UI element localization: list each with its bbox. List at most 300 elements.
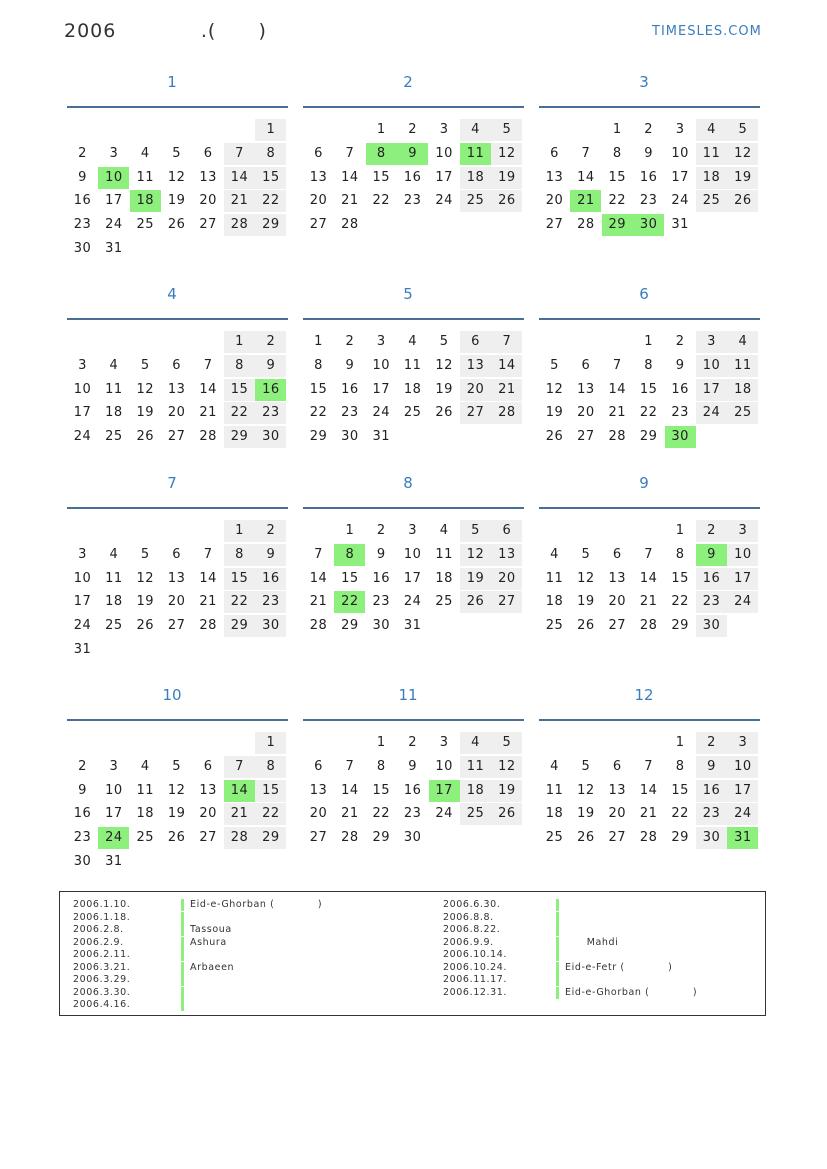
day-cell: 25	[460, 190, 491, 212]
day-cell: 11	[696, 143, 727, 165]
day-cell: 23	[696, 803, 727, 825]
month-divider	[67, 318, 288, 320]
day-cell: 17	[403, 570, 422, 586]
holiday-marker	[181, 924, 184, 936]
day-cell: 13	[608, 570, 627, 586]
day-cell: 8	[376, 758, 386, 774]
day-cell: 11	[105, 381, 123, 397]
day-cell: 22	[224, 591, 255, 613]
month-title: 6	[639, 285, 649, 303]
day-cell: 25	[136, 217, 155, 233]
day-cell: 21	[199, 405, 217, 421]
day-cell: 9	[675, 357, 685, 373]
day-cell: 28	[341, 217, 359, 233]
month-divider	[67, 106, 288, 108]
day-cell: 4	[109, 546, 119, 562]
day-cell: 16	[639, 169, 658, 185]
day-cell: 4	[460, 732, 491, 754]
day-cell: 18	[435, 570, 453, 586]
page-title: 2006 .( )	[64, 20, 267, 42]
day-cell: 10	[403, 546, 422, 562]
day-cell: 7	[203, 357, 213, 373]
day-cell: 26	[167, 217, 186, 233]
day-cell: 15	[671, 570, 689, 586]
day-cell: 18	[460, 780, 491, 802]
day-cell: 20	[608, 806, 627, 822]
day-cell: 8	[334, 544, 365, 566]
day-cell: 10	[105, 782, 123, 798]
day-cell: 17	[105, 806, 123, 822]
day-cell: 9	[696, 544, 727, 566]
day-cell: 14	[199, 381, 217, 397]
day-cell: 16	[255, 379, 286, 401]
day-cell: 28	[199, 618, 217, 634]
holiday-date: 2006.3.29.	[73, 974, 131, 985]
day-cell: 19	[460, 568, 491, 590]
day-cell: 3	[439, 122, 449, 137]
day-cell: 2	[675, 334, 685, 349]
day-cell: 2	[78, 758, 87, 774]
day-cell: 9	[408, 758, 418, 774]
day-cell: 26	[491, 190, 522, 212]
day-cell: 20	[577, 405, 595, 421]
day-cell: 29	[224, 426, 255, 448]
day-cell: 1	[644, 334, 654, 349]
day-cell: 14	[491, 355, 522, 377]
day-cell: 6	[172, 357, 182, 373]
day-cell: 3	[109, 758, 119, 774]
holiday-list	[59, 891, 766, 1016]
day-cell: 24	[727, 591, 758, 613]
day-cell: 24	[727, 803, 758, 825]
day-cell: 25	[460, 803, 491, 825]
day-cell: 21	[341, 806, 359, 822]
day-cell: 26	[167, 830, 186, 846]
day-cell: 10	[671, 145, 689, 161]
day-cell: 14	[309, 570, 328, 586]
day-cell: 2	[644, 122, 654, 137]
day-cell: 23	[403, 806, 422, 822]
day-cell: 14	[608, 381, 627, 397]
day-cell: 26	[491, 803, 522, 825]
day-cell: 18	[403, 381, 422, 397]
day-cell: 7	[491, 331, 522, 353]
day-cell: 25	[545, 618, 564, 634]
month-title: 1	[167, 73, 177, 91]
day-cell: 13	[460, 355, 491, 377]
day-cell: 12	[491, 143, 522, 165]
holiday-name: Eid-e-Fetr ( )	[565, 961, 673, 973]
holiday-marker	[556, 974, 559, 986]
day-cell: 6	[314, 758, 323, 774]
day-cell: 1	[255, 732, 286, 754]
day-cell: 26	[545, 429, 564, 445]
day-cell: 24	[372, 405, 391, 421]
day-cell: 2	[255, 520, 286, 542]
day-cell: 9	[644, 145, 654, 161]
day-cell: 27	[167, 618, 186, 634]
day-cell: 8	[255, 143, 286, 165]
day-cell: 28	[577, 217, 595, 233]
day-cell: 8	[366, 143, 397, 165]
day-cell: 21	[639, 806, 658, 822]
day-cell: 20	[167, 594, 186, 610]
day-cell: 15	[372, 782, 391, 798]
day-cell: 10	[727, 544, 758, 566]
day-cell: 31	[403, 618, 422, 634]
day-cell: 23	[255, 591, 286, 613]
day-cell: 17	[429, 780, 460, 802]
day-cell: 12	[577, 782, 595, 798]
day-cell: 18	[545, 806, 564, 822]
day-cell: 1	[675, 735, 685, 750]
day-cell: 28	[309, 618, 328, 634]
day-cell: 28	[639, 830, 658, 846]
day-cell: 19	[435, 381, 453, 397]
day-cell: 7	[644, 758, 654, 774]
day-cell: 1	[314, 334, 323, 349]
day-cell: 10	[696, 355, 727, 377]
holiday-name: Mahdi	[565, 936, 619, 948]
day-cell: 30	[696, 615, 727, 637]
day-cell: 22	[671, 806, 689, 822]
day-cell: 1	[255, 119, 286, 141]
holiday-marker	[181, 949, 184, 961]
month-title: 10	[162, 686, 182, 704]
day-cell: 10	[435, 758, 453, 774]
day-cell: 11	[136, 782, 155, 798]
day-cell: 28	[341, 830, 359, 846]
day-cell: 16	[255, 568, 286, 590]
month-title: 8	[403, 474, 413, 492]
day-cell: 4	[140, 145, 150, 161]
day-cell: 3	[376, 334, 386, 349]
day-cell: 6	[581, 357, 591, 373]
day-cell: 23	[671, 405, 689, 421]
day-cell: 2	[408, 122, 418, 137]
day-cell: 22	[608, 193, 627, 209]
day-cell: 31	[105, 854, 123, 869]
day-cell: 6	[612, 758, 622, 774]
day-cell: 22	[334, 591, 365, 613]
day-cell: 22	[372, 806, 391, 822]
day-cell: 16	[341, 381, 359, 397]
day-cell: 5	[491, 119, 522, 141]
day-cell: 19	[491, 780, 522, 802]
day-cell: 15	[372, 169, 391, 185]
day-cell: 25	[136, 830, 155, 846]
day-cell: 11	[105, 570, 123, 586]
month-divider	[539, 106, 760, 108]
day-cell: 18	[696, 167, 727, 189]
day-cell: 7	[224, 756, 255, 778]
day-cell: 21	[570, 190, 601, 212]
holiday-date: 2006.2.8.	[73, 924, 124, 935]
day-cell: 8	[644, 357, 654, 373]
day-cell: 10	[435, 145, 453, 161]
holiday-marker	[181, 987, 184, 999]
holiday-marker	[181, 962, 184, 974]
month-divider	[539, 318, 760, 320]
day-cell: 16	[696, 780, 727, 802]
holiday-marker	[181, 899, 184, 911]
month-title: 9	[639, 474, 649, 492]
day-cell: 29	[602, 214, 633, 236]
day-cell: 8	[612, 145, 622, 161]
month-title: 12	[634, 686, 654, 704]
day-cell: 26	[460, 591, 491, 613]
day-cell: 13	[309, 782, 328, 798]
month-title: 3	[639, 73, 649, 91]
day-cell: 4	[550, 758, 559, 774]
month-title: 4	[167, 285, 177, 303]
day-cell: 7	[644, 546, 654, 562]
day-cell: 27	[491, 591, 522, 613]
day-cell: 5	[581, 758, 591, 774]
day-cell: 12	[545, 381, 564, 397]
day-cell: 17	[727, 568, 758, 590]
day-cell: 12	[727, 143, 758, 165]
day-cell: 2	[696, 732, 727, 754]
day-cell: 16	[403, 782, 422, 798]
day-cell: 5	[460, 520, 491, 542]
day-cell: 26	[435, 405, 453, 421]
day-cell: 19	[491, 167, 522, 189]
day-cell: 30	[403, 830, 422, 846]
day-cell: 22	[372, 193, 391, 209]
day-cell: 22	[255, 190, 286, 212]
day-cell: 23	[372, 594, 391, 610]
day-cell: 30	[73, 241, 92, 256]
day-cell: 7	[612, 357, 622, 373]
holiday-date: 2006.10.14.	[443, 949, 508, 960]
day-cell: 12	[435, 357, 453, 373]
day-cell: 19	[136, 405, 155, 421]
day-cell: 9	[78, 782, 87, 798]
day-cell: 3	[78, 546, 87, 562]
day-cell: 8	[675, 546, 685, 562]
day-cell: 29	[255, 827, 286, 849]
month-divider	[303, 719, 524, 721]
day-cell: 22	[639, 405, 658, 421]
day-cell: 2	[376, 523, 386, 538]
day-cell: 23	[73, 830, 92, 846]
holiday-name: Arbaeen	[190, 961, 235, 973]
day-cell: 26	[136, 618, 155, 634]
day-cell: 21	[224, 190, 255, 212]
holiday-marker	[556, 899, 559, 911]
day-cell: 28	[199, 429, 217, 445]
day-cell: 23	[255, 402, 286, 424]
day-cell: 16	[403, 169, 422, 185]
day-cell: 11	[460, 143, 491, 165]
day-cell: 7	[203, 546, 213, 562]
day-cell: 17	[105, 193, 123, 209]
day-cell: 25	[403, 405, 422, 421]
holiday-name: Tassoua	[190, 924, 232, 935]
day-cell: 30	[255, 615, 286, 637]
day-cell: 4	[140, 758, 150, 774]
day-cell: 16	[73, 806, 92, 822]
day-cell: 19	[577, 806, 595, 822]
day-cell: 21	[491, 379, 522, 401]
day-cell: 31	[671, 217, 689, 233]
holiday-marker	[181, 974, 184, 986]
day-cell: 2	[345, 334, 355, 349]
day-cell: 24	[98, 827, 129, 849]
holiday-marker	[556, 962, 559, 974]
day-cell: 18	[136, 806, 155, 822]
day-cell: 11	[136, 169, 155, 185]
day-cell: 17	[372, 381, 391, 397]
holiday-date: 2006.3.21.	[73, 961, 131, 973]
day-cell: 5	[550, 357, 559, 373]
day-cell: 29	[341, 618, 359, 634]
day-cell: 23	[403, 193, 422, 209]
day-cell: 18	[460, 167, 491, 189]
holiday-date: 2006.10.24.	[443, 961, 508, 973]
day-cell: 24	[105, 217, 123, 233]
brand-logo-text[interactable]: TIMESLES.COM	[652, 24, 762, 39]
day-cell: 20	[460, 379, 491, 401]
day-cell: 13	[167, 570, 186, 586]
day-cell: 21	[309, 594, 328, 610]
day-cell: 14	[639, 782, 658, 798]
day-cell: 4	[439, 523, 449, 538]
day-cell: 15	[309, 381, 328, 397]
day-cell: 20	[545, 193, 564, 209]
day-cell: 8	[314, 357, 323, 373]
day-cell: 27	[199, 830, 217, 846]
day-cell: 23	[639, 193, 658, 209]
day-cell: 18	[105, 594, 123, 610]
day-cell: 25	[545, 830, 564, 846]
day-cell: 1	[224, 331, 255, 353]
day-cell: 17	[73, 405, 92, 421]
day-cell: 22	[671, 594, 689, 610]
day-cell: 24	[435, 806, 453, 822]
day-cell: 27	[577, 429, 595, 445]
holiday-name: Ashura	[190, 936, 227, 948]
day-cell: 2	[255, 331, 286, 353]
day-cell: 1	[376, 735, 386, 750]
day-cell: 3	[696, 331, 727, 353]
day-cell: 5	[491, 732, 522, 754]
day-cell: 5	[140, 546, 150, 562]
holiday-date: 2006.3.30.	[73, 986, 131, 998]
day-cell: 12	[167, 782, 186, 798]
day-cell: 24	[671, 193, 689, 209]
day-cell: 9	[376, 546, 386, 562]
day-cell: 28	[608, 429, 627, 445]
day-cell: 6	[460, 331, 491, 353]
day-cell: 20	[199, 806, 217, 822]
day-cell: 1	[675, 523, 685, 538]
day-cell: 16	[671, 381, 689, 397]
day-cell: 28	[491, 402, 522, 424]
day-cell: 11	[403, 357, 422, 373]
day-cell: 19	[136, 594, 155, 610]
day-cell: 30	[73, 854, 92, 869]
day-cell: 19	[727, 167, 758, 189]
day-cell: 15	[341, 570, 359, 586]
day-cell: 3	[408, 523, 418, 538]
day-cell: 24	[403, 594, 422, 610]
day-cell: 16	[372, 570, 391, 586]
holiday-date: 2006.9.9.	[443, 936, 494, 948]
month-divider	[303, 106, 524, 108]
day-cell: 13	[545, 169, 564, 185]
day-cell: 7	[581, 145, 591, 161]
day-cell: 23	[73, 217, 92, 233]
day-cell: 23	[696, 591, 727, 613]
day-cell: 5	[172, 758, 182, 774]
day-cell: 2	[408, 735, 418, 750]
day-cell: 13	[577, 381, 595, 397]
day-cell: 22	[224, 402, 255, 424]
month-title: 11	[398, 686, 418, 704]
holiday-name: Eid-e-Ghorban ( )	[190, 899, 323, 910]
day-cell: 5	[727, 119, 758, 141]
day-cell: 26	[727, 190, 758, 212]
day-cell: 9	[78, 169, 87, 185]
day-cell: 19	[545, 405, 564, 421]
day-cell: 26	[577, 618, 595, 634]
day-cell: 12	[136, 381, 155, 397]
day-cell: 14	[199, 570, 217, 586]
day-cell: 25	[435, 594, 453, 610]
day-cell: 18	[105, 405, 123, 421]
month-divider	[67, 719, 288, 721]
day-cell: 6	[172, 546, 182, 562]
day-cell: 4	[550, 546, 559, 562]
day-cell: 29	[671, 618, 689, 634]
day-cell: 20	[309, 806, 328, 822]
holiday-date: 2006.8.22.	[443, 924, 501, 935]
day-cell: 7	[345, 145, 355, 161]
day-cell: 3	[78, 357, 87, 373]
day-cell: 13	[199, 782, 217, 798]
day-cell: 27	[608, 830, 627, 846]
day-cell: 30	[255, 426, 286, 448]
holiday-marker	[181, 937, 184, 949]
day-cell: 4	[696, 119, 727, 141]
day-cell: 24	[73, 429, 92, 445]
day-cell: 22	[309, 405, 328, 421]
day-cell: 21	[608, 405, 627, 421]
day-cell: 6	[612, 546, 622, 562]
day-cell: 10	[727, 756, 758, 778]
day-cell: 16	[73, 193, 92, 209]
day-cell: 29	[639, 429, 658, 445]
day-cell: 3	[727, 520, 758, 542]
day-cell: 29	[372, 830, 391, 846]
day-cell: 14	[341, 782, 359, 798]
day-cell: 5	[140, 357, 150, 373]
day-cell: 7	[345, 758, 355, 774]
holiday-marker	[556, 987, 559, 999]
day-cell: 17	[671, 169, 689, 185]
day-cell: 12	[491, 756, 522, 778]
day-cell: 10	[98, 167, 129, 189]
day-cell: 24	[73, 618, 92, 634]
day-cell: 24	[696, 402, 727, 424]
day-cell: 19	[167, 806, 186, 822]
day-cell: 20	[491, 568, 522, 590]
day-cell: 9	[255, 355, 286, 377]
day-cell: 13	[199, 169, 217, 185]
month-title: 5	[403, 285, 413, 303]
